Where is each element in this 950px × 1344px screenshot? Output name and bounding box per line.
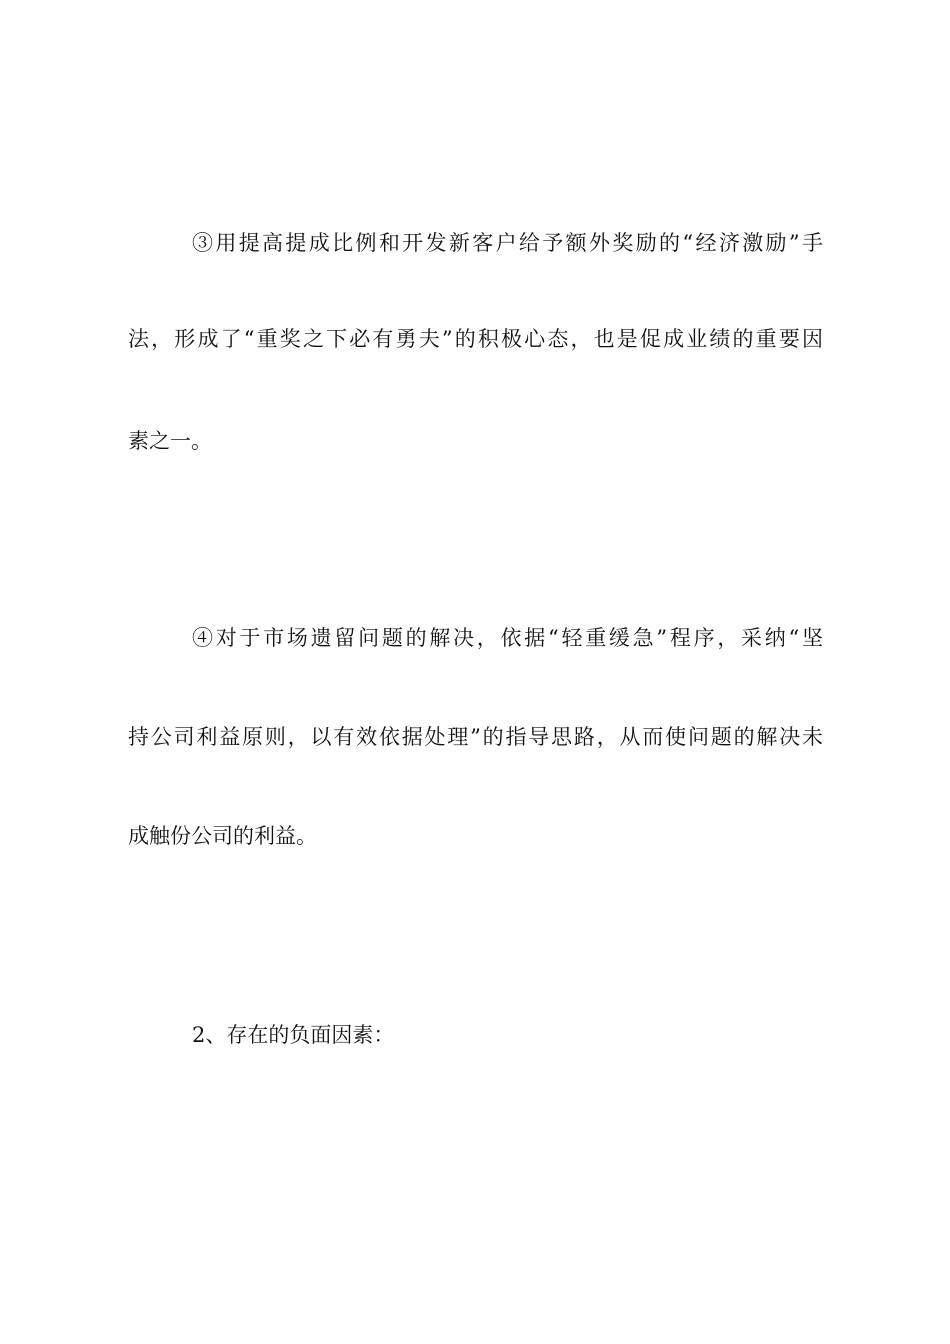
- paragraph-2-line-3: 成触份公司的利益。: [128, 824, 317, 848]
- paragraph-1-line-3: 素之一。: [128, 429, 212, 453]
- paragraph-1-line-2: 法，形成了“重奖之下必有勇夫”的积极心态，也是促成业绩的重要因: [128, 327, 823, 351]
- paragraph-2-line-2: 持公司利益原则，以有效依据处理”的指导思路，从而使问题的解决未: [128, 725, 823, 749]
- paragraph-2-line-1: ④对于市场遗留问题的解决，依据“轻重缓急”程序，采纳“坚: [192, 626, 823, 650]
- section-heading: 2、存在的负面因素：: [192, 1023, 395, 1047]
- paragraph-1-line-1: ③用提高提成比例和开发新客户给予额外奖励的“经济激励”手: [192, 231, 823, 255]
